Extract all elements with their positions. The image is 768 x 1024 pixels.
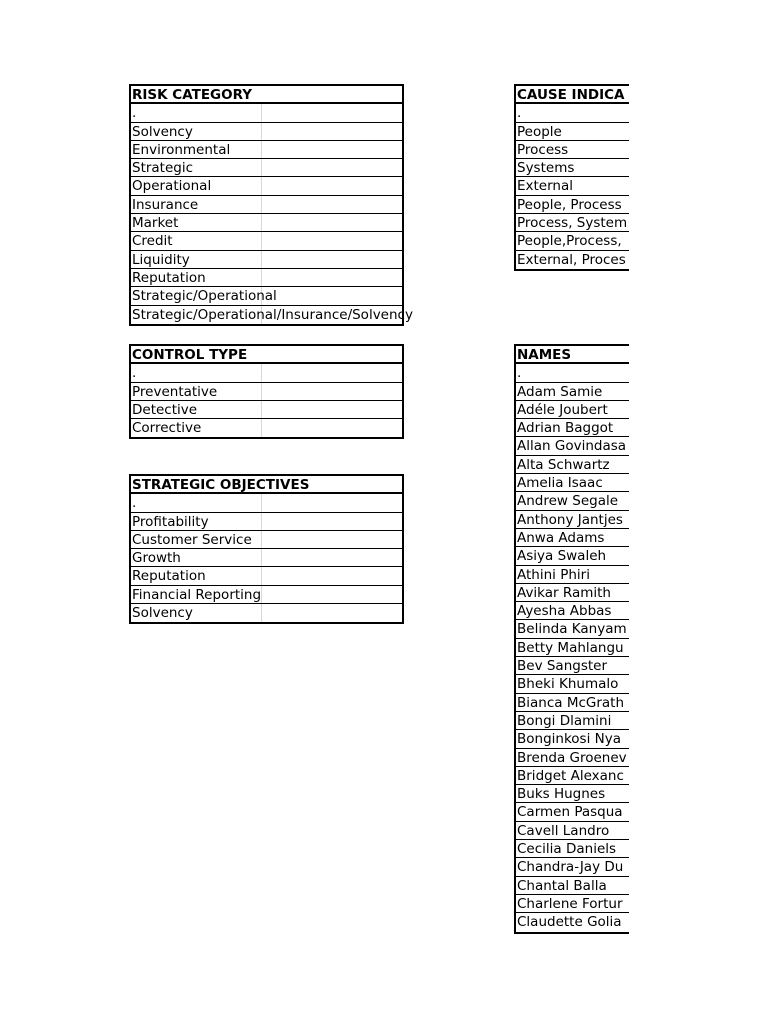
risk-category-row[interactable]: Strategic/Operational — [131, 287, 402, 305]
control-type-table — [129, 344, 404, 439]
strategic-objectives-row[interactable]: Profitability — [131, 513, 402, 531]
names-row[interactable]: Chandra-Jay Du — [516, 858, 629, 876]
cause-indicator-row[interactable]: Systems — [516, 159, 629, 177]
names-row[interactable]: Alta Schwartz — [516, 456, 629, 474]
risk-category-row[interactable]: . — [131, 104, 402, 122]
cause-indicator-row[interactable]: . — [516, 104, 629, 122]
control-type-header: CONTROL TYPE — [131, 346, 402, 364]
cause-indicator-header: CAUSE INDICA — [516, 86, 629, 104]
names-row[interactable]: Asiya Swaleh — [516, 547, 629, 565]
strategic-objectives-row[interactable]: Solvency — [131, 604, 402, 622]
risk-category-row[interactable]: Operational — [131, 177, 402, 195]
strategic-objectives-row[interactable]: Financial Reporting — [131, 586, 402, 604]
control-type-row[interactable]: Preventative — [131, 383, 402, 401]
control-type-row[interactable]: Detective — [131, 401, 402, 419]
strategic-objectives-row[interactable]: Customer Service — [131, 531, 402, 549]
names-row[interactable]: . — [516, 364, 629, 382]
strategic-objectives-row[interactable]: Growth — [131, 549, 402, 567]
names-table — [514, 344, 629, 934]
names-row[interactable]: Chantal Balla — [516, 877, 629, 895]
strategic-objectives-row[interactable]: Reputation — [131, 567, 402, 585]
cause-indicator-table — [514, 84, 629, 271]
names-row[interactable]: Brenda Groenev — [516, 749, 629, 767]
risk-category-row[interactable]: Market — [131, 214, 402, 232]
names-row[interactable]: Andrew Segale — [516, 492, 629, 510]
names-row[interactable]: Adam Samie — [516, 383, 629, 401]
cause-indicator-row[interactable]: External — [516, 177, 629, 195]
names-row[interactable]: Avikar Ramith — [516, 584, 629, 602]
names-row[interactable]: Carmen Pasqua — [516, 803, 629, 821]
names-row[interactable]: Anwa Adams — [516, 529, 629, 547]
names-row[interactable]: Amelia Isaac — [516, 474, 629, 492]
cause-indicator-row[interactable]: People, Process — [516, 196, 629, 214]
strategic-objectives-table — [129, 474, 404, 624]
control-type-row[interactable]: Corrective — [131, 419, 402, 437]
cause-indicator-row[interactable]: External, Proces — [517, 251, 626, 268]
risk-category-row[interactable]: Environmental — [131, 141, 402, 159]
control-type-row[interactable]: . — [131, 364, 402, 382]
names-row[interactable]: Athini Phiri — [516, 566, 629, 584]
names-row[interactable]: Ayesha Abbas — [516, 602, 629, 620]
names-row[interactable]: Adrian Baggot — [516, 419, 629, 437]
cause-indicator-row[interactable]: People,Process, — [516, 232, 629, 250]
names-row[interactable]: Cecilia Daniels — [516, 840, 629, 858]
risk-category-row[interactable]: Strategic/Operational/Insurance/Solvency — [132, 306, 413, 323]
names-row[interactable]: Bheki Khumalo — [516, 675, 629, 693]
names-row[interactable]: Cavell Landro — [516, 822, 629, 840]
names-row[interactable]: Bridget Alexanc — [516, 767, 629, 785]
risk-category-row[interactable]: Solvency — [131, 123, 402, 141]
names-row[interactable]: Anthony Jantjes — [516, 511, 629, 529]
names-row[interactable]: Bev Sangster — [516, 657, 629, 675]
names-row[interactable]: Adéle Joubert — [516, 401, 629, 419]
risk-category-row[interactable]: Liquidity — [131, 251, 402, 269]
names-row[interactable]: Belinda Kanyam — [516, 620, 629, 638]
names-row[interactable]: Claudette Golia — [517, 914, 622, 931]
names-row[interactable]: Betty Mahlangu — [516, 639, 629, 657]
names-row[interactable]: Buks Hugnes — [516, 785, 629, 803]
strategic-objectives-row[interactable]: . — [131, 494, 402, 512]
risk-category-table — [129, 84, 413, 326]
names-row[interactable]: Allan Govindasa — [516, 437, 629, 455]
risk-category-row[interactable]: Strategic — [131, 159, 402, 177]
names-row[interactable]: Bongi Dlamini — [516, 712, 629, 730]
names-row[interactable]: Bonginkosi Nya — [516, 730, 629, 748]
names-row[interactable]: Charlene Fortur — [516, 895, 629, 913]
risk-category-row[interactable]: Credit — [131, 232, 402, 250]
risk-category-row[interactable]: Reputation — [131, 269, 402, 287]
cause-indicator-row[interactable]: Process, System — [516, 214, 629, 232]
strategic-objectives-header: STRATEGIC OBJECTIVES — [131, 476, 402, 494]
risk-category-header: RISK CATEGORY — [131, 86, 402, 104]
names-header: NAMES — [516, 346, 629, 364]
cause-indicator-row[interactable]: People — [516, 123, 629, 141]
names-row[interactable]: Bianca McGrath — [516, 694, 629, 712]
risk-category-row[interactable]: Insurance — [131, 196, 402, 214]
cause-indicator-row[interactable]: Process — [516, 141, 629, 159]
